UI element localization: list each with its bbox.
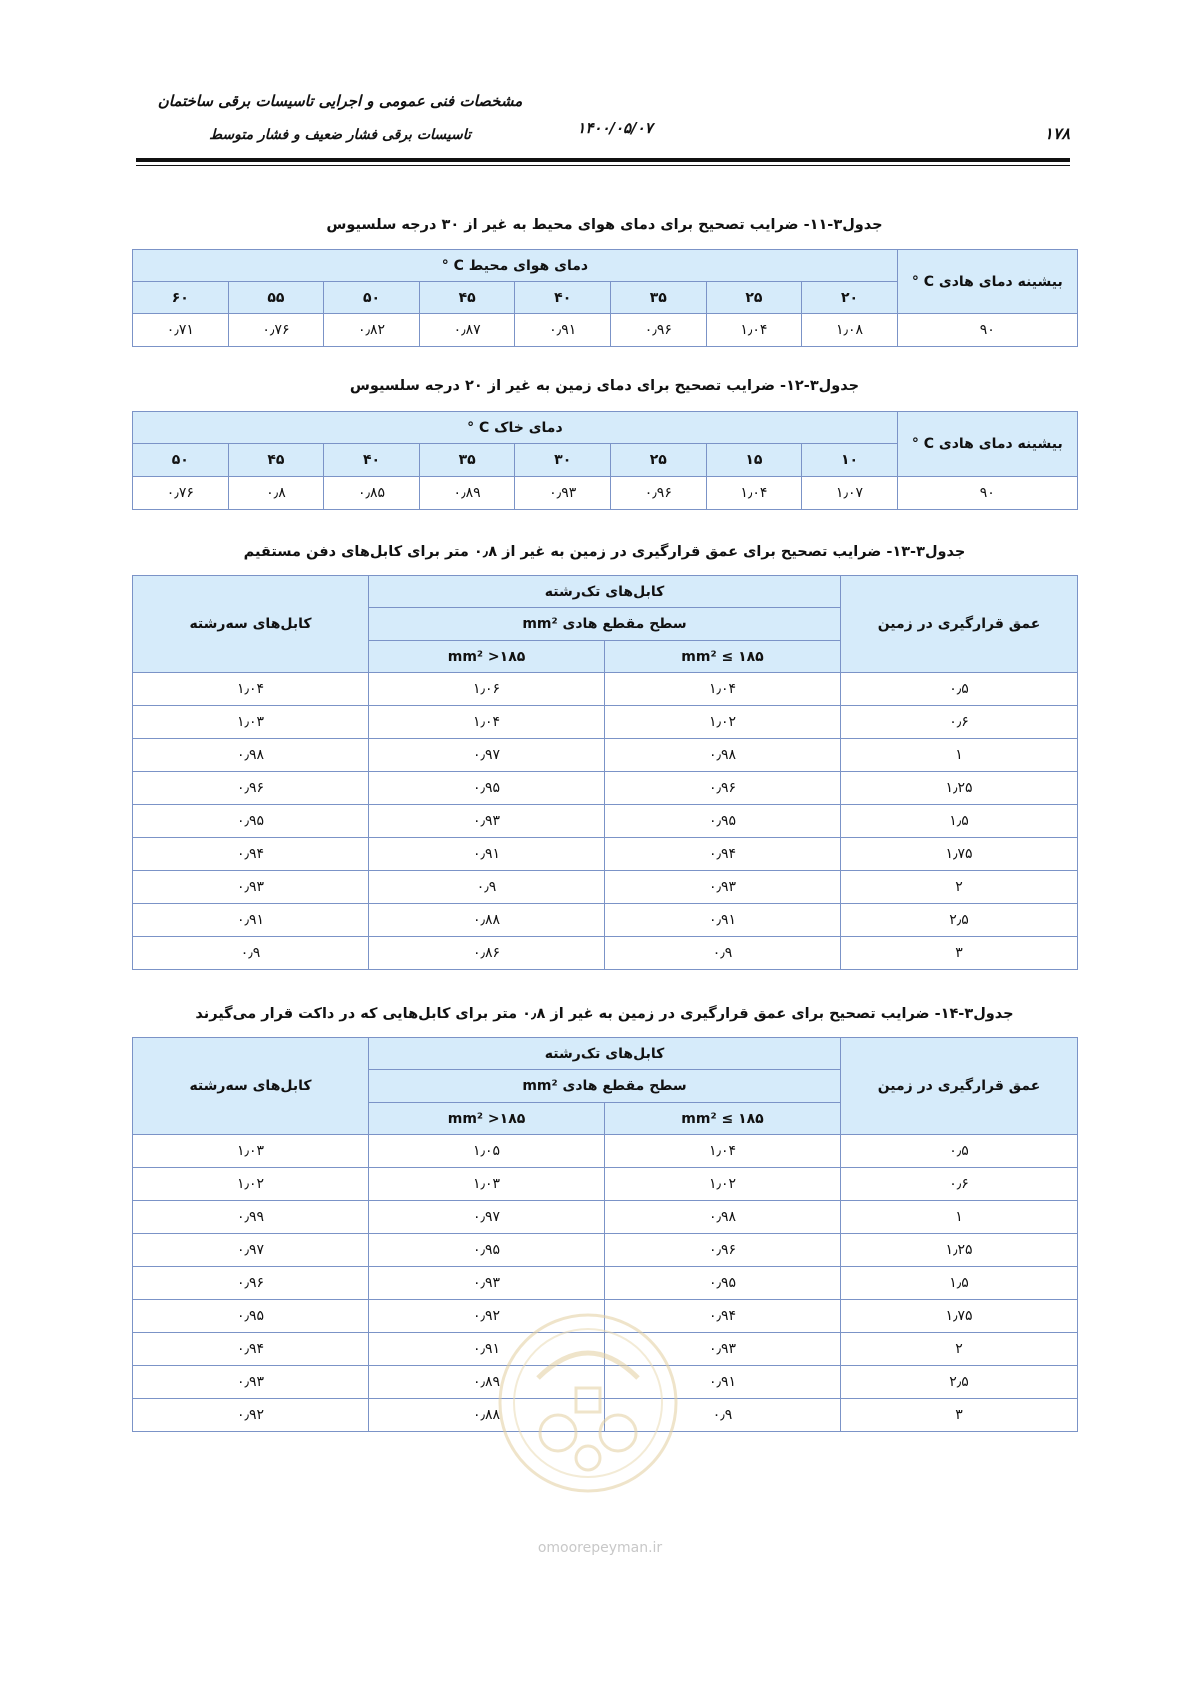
temp-header-cell: ۴۰: [324, 444, 420, 477]
value-cell: ۰٫۹۶: [605, 1234, 841, 1267]
value-cell: ۰٫۹۴: [605, 838, 841, 871]
value-cell: ۰٫۹۱: [133, 904, 369, 937]
value-cell: ۰٫۹۸: [133, 739, 369, 772]
value-cell: ۰٫۷۶: [133, 477, 229, 510]
value-cell: ۰٫۹۶: [611, 477, 707, 510]
three-core-header: کابل‌های سه‌رشته: [133, 576, 369, 673]
table-row: [133, 673, 1078, 706]
temp-header-cell: ۴۰: [515, 282, 611, 314]
value-cell: ۰٫۹۷: [369, 1201, 605, 1234]
value-cell: ۱٫۰۴: [369, 706, 605, 739]
table-row: [133, 805, 1078, 838]
depth-header: عمق قرارگیری در زمین: [841, 576, 1078, 673]
value-cell: ۰٫۸۹: [369, 1366, 605, 1399]
table-row: [133, 904, 1078, 937]
table-12-caption: جدول۳-۱۲- ضرایب تصحیح برای دمای زمین به غیر از ۲۰ درجه سلسیوس: [349, 378, 860, 394]
table-row: [133, 1267, 1078, 1300]
watermark-site: omoorepeyman.ir: [537, 1540, 663, 1556]
value-cell: ۰٫۹۲: [369, 1300, 605, 1333]
value-cell: ۰٫۹۵: [605, 1267, 841, 1300]
temp-header-cell: ۱۵: [706, 444, 802, 477]
value-cell: ۰٫۹۱: [369, 1333, 605, 1366]
depth-cell: ۱٫۵: [841, 805, 1078, 838]
value-cell: ۰٫۹۵: [133, 805, 369, 838]
value-cell: ۱٫۰۵: [369, 1135, 605, 1168]
depth-cell: ۳: [841, 937, 1078, 970]
depth-cell: ۱: [841, 1201, 1078, 1234]
value-cell: ۰٫۷۱: [133, 314, 229, 347]
value-cell: ۱٫۰۴: [706, 314, 802, 347]
value-cell: ۰٫۹۵: [369, 1234, 605, 1267]
table-row: [133, 477, 1078, 510]
value-cell: ۱٫۰۶: [369, 673, 605, 706]
table-row: [133, 314, 1078, 347]
depth-cell: ۰٫۵: [841, 1135, 1078, 1168]
value-cell: ۱٫۰۴: [605, 673, 841, 706]
value-cell: ۰٫۸۲: [324, 314, 420, 347]
value-cell: ۱٫۰۳: [369, 1168, 605, 1201]
cross-section-header: سطح مقطع هادی mm²: [369, 608, 841, 641]
ambient-air-temp-header: دمای هوای محیط C °: [133, 250, 898, 282]
table-11: [132, 249, 1078, 347]
value-cell: ۰٫۸۸: [369, 1399, 605, 1432]
temp-header-cell: ۴۵: [228, 444, 324, 477]
value-cell: ۰٫۹۳: [605, 871, 841, 904]
depth-cell: ۰٫۶: [841, 1168, 1078, 1201]
depth-cell: ۲: [841, 871, 1078, 904]
value-cell: ۱٫۰۴: [133, 673, 369, 706]
value-cell: ۱٫۰۴: [605, 1135, 841, 1168]
table-row: [133, 1135, 1078, 1168]
soil-temp-header: دمای خاک C °: [133, 412, 898, 444]
depth-cell: ۲: [841, 1333, 1078, 1366]
value-cell: ۱٫۰۴: [706, 477, 802, 510]
temp-header-cell: ۱۰: [802, 444, 898, 477]
depth-cell: ۱٫۲۵: [841, 772, 1078, 805]
value-cell: ۰٫۹۶: [611, 314, 707, 347]
table-row: [133, 1234, 1078, 1267]
value-cell: ۰٫۹: [369, 871, 605, 904]
value-cell: ۰٫۹۱: [605, 1366, 841, 1399]
value-cell: ۰٫۹: [605, 937, 841, 970]
value-cell: ۰٫۹۱: [369, 838, 605, 871]
value-cell: ۰٫۹۷: [133, 1234, 369, 1267]
temp-header-cell: ۵۵: [228, 282, 324, 314]
temp-header-cell: ۳۵: [611, 282, 707, 314]
temp-header-cell: ۵۰: [324, 282, 420, 314]
depth-header: عمق قرارگیری در زمین: [841, 1038, 1078, 1135]
depth-cell: ۳: [841, 1399, 1078, 1432]
temp-header-cell: ۳۰: [515, 444, 611, 477]
value-cell: ۰٫۹: [605, 1399, 841, 1432]
value-cell: ۰٫۹۳: [605, 1333, 841, 1366]
document-date: ۱۴۰۰/۰۵/۰۷: [577, 119, 653, 137]
value-cell: ۰٫۹۸: [605, 739, 841, 772]
value-cell: ۱٫۰۷: [802, 477, 898, 510]
value-cell: ۰٫۹۵: [133, 1300, 369, 1333]
value-cell: ۰٫۸۷: [419, 314, 515, 347]
depth-cell: ۱: [841, 739, 1078, 772]
conductor-temp-header: بیشینه دمای هادی C °: [897, 250, 1077, 314]
value-cell: ۱٫۰۳: [133, 1135, 369, 1168]
document-title: مشخصات فنی عمومی و اجرایی تاسیسات برقی ساختمان: [157, 92, 523, 110]
depth-cell: ۱٫۷۵: [841, 1300, 1078, 1333]
table-row: [133, 838, 1078, 871]
document-subtitle: تاسیسات برقی فشار ضعیف و فشار متوسط: [209, 127, 471, 143]
depth-cell: ۱٫۷۵: [841, 838, 1078, 871]
value-cell: ۰٫۸: [228, 477, 324, 510]
table-12: [132, 411, 1078, 510]
gt185-header: mm² >۱۸۵: [369, 1103, 605, 1135]
single-core-header: کابل‌های تک‌رشته: [369, 1038, 841, 1070]
value-cell: ۰٫۷۶: [228, 314, 324, 347]
cross-section-header: سطح مقطع هادی mm²: [369, 1070, 841, 1103]
le185-header: mm² ≤ ۱۸۵: [605, 1103, 841, 1135]
value-cell: ۰٫۹۵: [369, 772, 605, 805]
table-row: [133, 937, 1078, 970]
depth-cell: ۰٫۶: [841, 706, 1078, 739]
table-11-caption: جدول۳-۱۱- ضرایب تصحیح برای دمای هوای محیط به غیر از ۳۰ درجه سلسیوس: [326, 217, 883, 233]
value-cell: ۰٫۹۵: [605, 805, 841, 838]
value-cell: ۰٫۹۱: [605, 904, 841, 937]
value-cell: ۰٫۹۶: [605, 772, 841, 805]
header-rule-thin: [136, 165, 1070, 166]
depth-cell: ۱٫۵: [841, 1267, 1078, 1300]
table-13-caption: جدول۳-۱۳- ضرایب تصحیح برای عمق قرارگیری در زمین به غیر از ۰٫۸ متر برای کابل‌های دفن مستقیم: [243, 544, 966, 560]
row-label-cell: ۹۰: [897, 314, 1077, 347]
temp-header-cell: ۲۰: [802, 282, 898, 314]
value-cell: ۰٫۹۶: [133, 1267, 369, 1300]
value-cell: ۰٫۹۳: [133, 1366, 369, 1399]
value-cell: ۰٫۹۴: [605, 1300, 841, 1333]
table-row: [133, 1168, 1078, 1201]
value-cell: ۰٫۸۸: [369, 904, 605, 937]
table-14-caption: جدول۳-۱۴- ضرایب تصحیح برای عمق قرارگیری در زمین به غیر از ۰٫۸ متر برای کابل‌هایی که در داکت قرار می‌گیرند: [195, 1006, 1014, 1022]
le185-header: mm² ≤ ۱۸۵: [605, 641, 841, 673]
table-row: [133, 772, 1078, 805]
conductor-temp-header: بیشینه دمای هادی C °: [897, 412, 1077, 477]
value-cell: ۰٫۸۹: [419, 477, 515, 510]
depth-cell: ۱٫۲۵: [841, 1234, 1078, 1267]
value-cell: ۱٫۰۲: [605, 706, 841, 739]
three-core-header: کابل‌های سه‌رشته: [133, 1038, 369, 1135]
table-row: [133, 706, 1078, 739]
value-cell: ۰٫۹۲: [133, 1399, 369, 1432]
value-cell: ۱٫۰۳: [133, 706, 369, 739]
temp-header-cell: ۵۰: [133, 444, 229, 477]
value-cell: ۰٫۹۴: [133, 838, 369, 871]
value-cell: ۰٫۸۵: [324, 477, 420, 510]
value-cell: ۰٫۹۳: [369, 805, 605, 838]
value-cell: ۰٫۸۶: [369, 937, 605, 970]
depth-cell: ۲٫۵: [841, 904, 1078, 937]
value-cell: ۱٫۰۲: [133, 1168, 369, 1201]
value-cell: ۰٫۹: [133, 937, 369, 970]
value-cell: ۱٫۰۲: [605, 1168, 841, 1201]
table-row: [133, 871, 1078, 904]
value-cell: ۰٫۹۷: [369, 739, 605, 772]
value-cell: ۰٫۹۱: [515, 314, 611, 347]
temp-header-cell: ۳۵: [419, 444, 515, 477]
watermark-logo-icon: [478, 1308, 698, 1498]
single-core-header: کابل‌های تک‌رشته: [369, 576, 841, 608]
table-row: [133, 739, 1078, 772]
row-label-cell: ۹۰: [897, 477, 1077, 510]
header-rule-thick: [136, 158, 1070, 162]
value-cell: ۰٫۹۳: [369, 1267, 605, 1300]
page-number: ۱۷۸: [1044, 124, 1070, 143]
value-cell: ۰٫۹۴: [133, 1333, 369, 1366]
value-cell: ۰٫۹۶: [133, 772, 369, 805]
depth-cell: ۲٫۵: [841, 1366, 1078, 1399]
temp-header-cell: ۶۰: [133, 282, 229, 314]
gt185-header: mm² >۱۸۵: [369, 641, 605, 673]
value-cell: ۰٫۹۹: [133, 1201, 369, 1234]
temp-header-cell: ۲۵: [706, 282, 802, 314]
value-cell: ۰٫۹۸: [605, 1201, 841, 1234]
value-cell: ۱٫۰۸: [802, 314, 898, 347]
value-cell: ۰٫۹۳: [133, 871, 369, 904]
table-row: [133, 1201, 1078, 1234]
depth-cell: ۰٫۵: [841, 673, 1078, 706]
table-13: [132, 575, 1078, 970]
value-cell: ۰٫۹۳: [515, 477, 611, 510]
temp-header-cell: ۴۵: [419, 282, 515, 314]
temp-header-cell: ۲۵: [611, 444, 707, 477]
